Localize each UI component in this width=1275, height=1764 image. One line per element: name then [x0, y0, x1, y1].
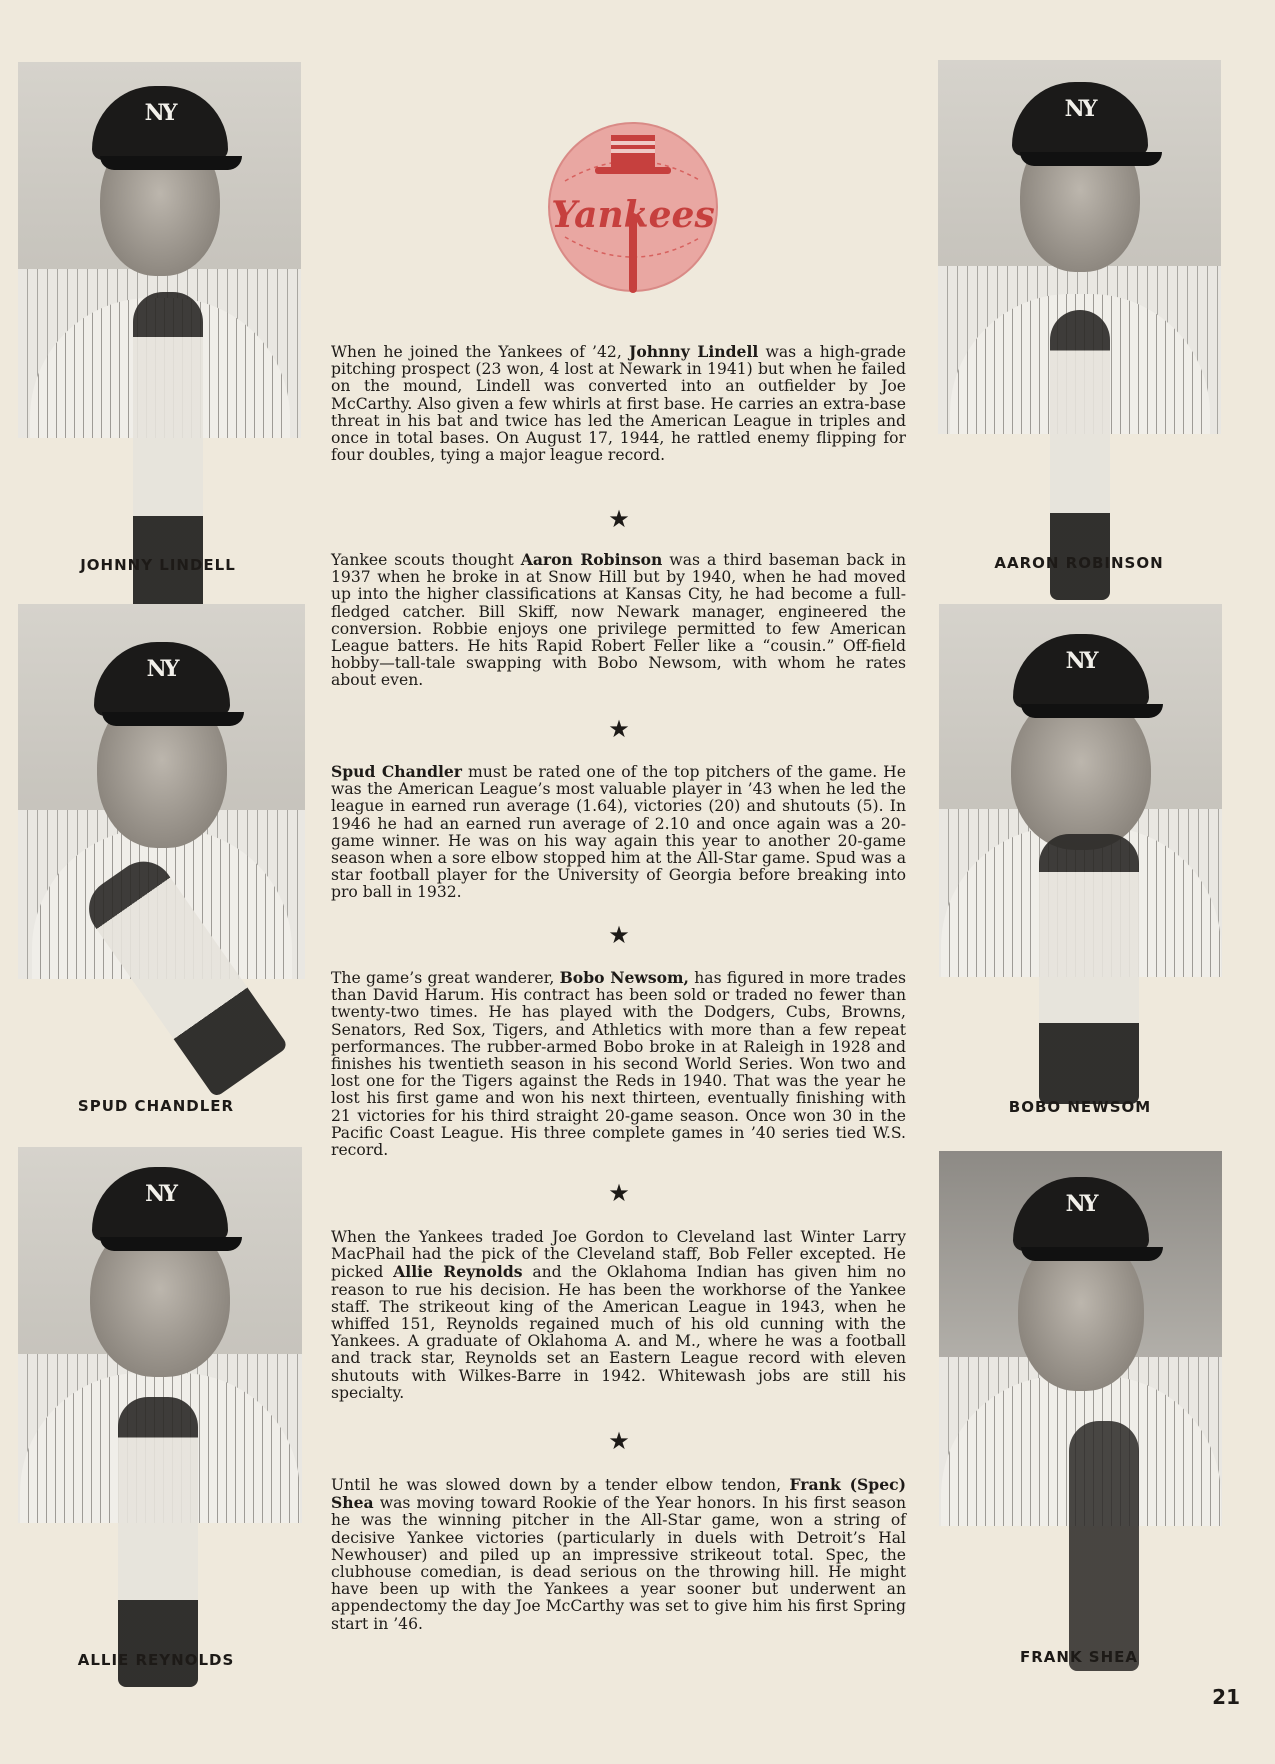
- player-name-bold: Allie Reynolds: [393, 1262, 523, 1282]
- player-name-caption: ALLIE REYNOLDS: [77, 1651, 235, 1669]
- player-photo-johnny-lindell: NY: [18, 62, 301, 438]
- player-photo-allie-reynolds: NY: [18, 1147, 302, 1523]
- player-name-bold: Bobo Newsom,: [559, 968, 689, 987]
- player-name-bold: Aaron Robinson: [520, 550, 663, 569]
- star-divider-icon: ★: [608, 1427, 630, 1455]
- player-name-caption: JOHNNY LINDELL: [80, 556, 236, 574]
- player-name-bold: Frank (Spec) Shea: [331, 1475, 906, 1513]
- player-photo-frank-shea: NY: [939, 1151, 1222, 1526]
- player-name-caption: BOBO NEWSOM: [1008, 1098, 1152, 1116]
- star-divider-icon: ★: [608, 921, 630, 949]
- bio-paragraph-lindell: When he joined the Yankees of ’42, Johnny Lindell was a high-grade pitching prospect (23 won, 4 lost at Newark in 1941) but when he failed on the mound, Lindell was converted into an outfielder by Joe McCarthy. Also given a few whirls at first base. He carries an extra-base threat in his bat and twice has led the American League in triples and once in total bases. On August 17, 1944, he rattled enemy flipping for four doubles, tying a major league record.: [331, 342, 906, 465]
- player-name-caption: FRANK SHEA: [1019, 1648, 1139, 1666]
- player-photo-spud-chandler: NY: [18, 604, 305, 979]
- player-name-bold: Spud Chandler: [331, 762, 463, 781]
- player-name-caption: SPUD CHANDLER: [77, 1097, 235, 1115]
- player-name-caption: AARON ROBINSON: [994, 554, 1164, 572]
- player-photo-aaron-robinson: NY: [938, 60, 1221, 434]
- logo-wordmark: Yankees: [551, 194, 715, 236]
- bio-paragraph-newsom: The game’s great wanderer, Bobo Newsom, has figured in more trades than David Harum. His contract has been sold or traded no fewer than twenty-two times. He has played with the Dodgers, Cubs, Browns, Senators, Red Sox, Tigers, and Athletics with more than a few repeat performances. The rubber-armed Bobo broke in at Raleigh in 1928 and finishes his twentieth season in his second World Series. Won two and lost one for the Tigers against the Reds in 1940. That was the year he lost his first game and won his next thirteen, eventually finishing with 21 victories for his third straight 20-game season. Once won 30 in the Pacific Coast League. His three complete games in ’40 series tied W.S. record.: [331, 968, 906, 1160]
- player-name-bold: Johnny Lindell: [628, 342, 759, 361]
- yankees-logo-icon: [545, 121, 721, 297]
- bio-paragraph-chandler: Spud Chandler must be rated one of the top pitchers of the game. He was the American League’s most valuable player in ’43 when he led the league in earned run average (1.64), victories (20) and shutouts (5). In 1946 he had an earned run average of 2.10 and once again was a 20-game winner. He was on his way again this year to another 20-game season when a sore elbow stopped him at the All-Star game. Spud was a star football player for the University of Georgia before breaking into pro ball in 1932.: [331, 762, 906, 902]
- star-divider-icon: ★: [608, 1179, 630, 1207]
- player-photo-bobo-newsom: NY: [939, 604, 1222, 977]
- bio-paragraph-shea: Until he was slowed down by a tender elbow tendon, Frank (Spec) Shea was moving toward Rookie of the Year honors. In his first season he was the winning pitcher in the All-Star game, won a string of decisive Yankee victories (particularly in duels with Detroit’s Hal Newhouser) and piled up an impressive strikeout total. Spec, the clubhouse comedian, is dead serious on the throwing hill. He might have been up with the Yankees a year sooner but underwent an appendectomy the day Joe McCarthy was set to give him his first Spring start in ’46.: [331, 1475, 906, 1633]
- star-divider-icon: ★: [608, 715, 630, 743]
- star-divider-icon: ★: [608, 505, 630, 533]
- bio-paragraph-robinson: Yankee scouts thought Aaron Robinson was a third baseman back in 1937 when he broke in at Snow Hill but by 1940, when he had moved up into the higher classifications at Kansas City, he had become a full-fledged catcher. Bill Skiff, now Newark manager, engineered the conversion. Robbie enjoys one privilege permitted to few American League batters. He hits Rapid Robert Feller like a “cousin.” Off-field hobby—tall-tale swapping with Bobo Newsom, with whom he rates about even.: [331, 550, 907, 690]
- bio-paragraph-reynolds: When the Yankees traded Joe Gordon to Cleveland last Winter Larry MacPhail had the pick of the Cleveland staff, Bob Feller excepted. He picked Allie Reynolds and the Oklahoma Indian has given him no reason to rue his decision. He has been the workhorse of the Yankee staff. The strikeout king of the American League in 1943, when he whiffed 151, Reynolds regained much of his old cunning with the Yankees. A graduate of Oklahoma A. and M., where he was a football and track star, Reynolds set an Eastern League record with eleven shutouts with Wilkes-Barre in 1942. Whitewash jobs are still his specialty.: [331, 1228, 906, 1402]
- page-number: 21: [1212, 1685, 1240, 1709]
